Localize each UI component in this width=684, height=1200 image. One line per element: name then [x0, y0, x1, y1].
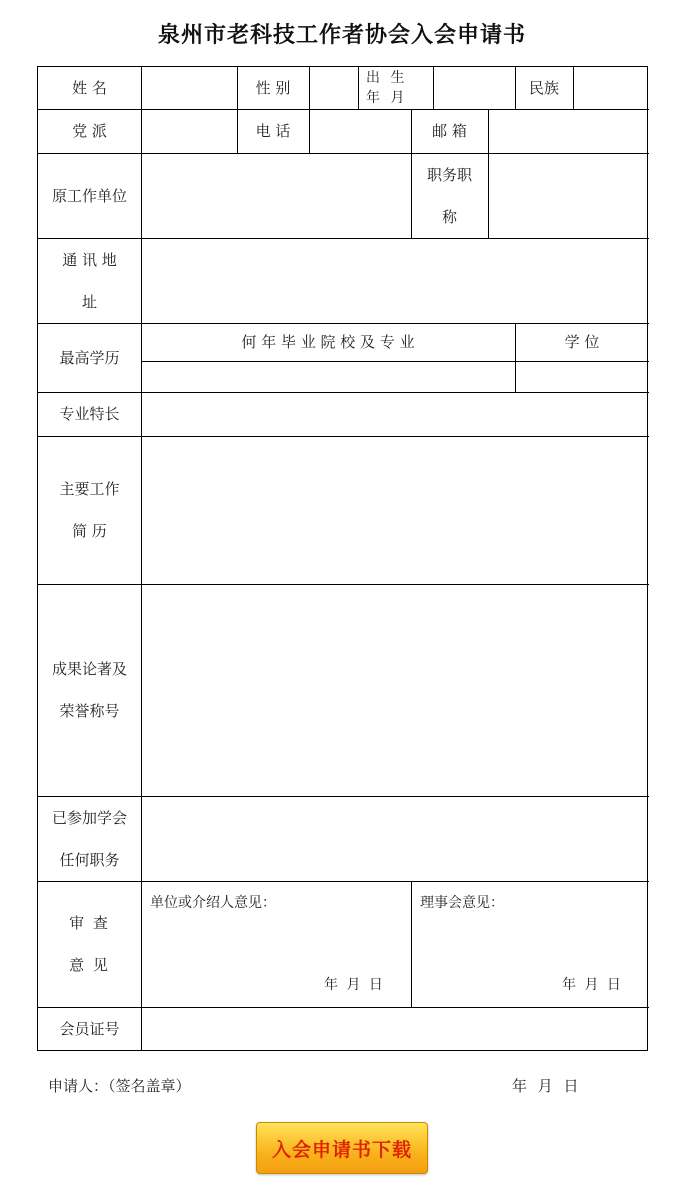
specialty-field[interactable]	[141, 392, 649, 436]
page-title: 泉州市老科技工作者协会入会申请书	[157, 22, 526, 48]
label-societies: 已参加学会任何职务	[51, 808, 127, 869]
graduation-info-field[interactable]	[141, 361, 515, 392]
label-gender: 性 别	[255, 79, 291, 97]
label-former-employer: 原工作单位	[51, 186, 127, 205]
phone-field[interactable]	[309, 109, 411, 153]
label-review: 审 查 意 见	[69, 914, 110, 974]
label-highest-education: 最高学历	[59, 348, 120, 367]
applicant-date-label: 年 月 日	[512, 1077, 582, 1095]
label-achievements: 成果论著及荣誉称号	[51, 660, 127, 720]
label-ethnicity: 民族	[528, 79, 559, 97]
email-field[interactable]	[488, 109, 649, 153]
address-field[interactable]	[141, 238, 649, 323]
achievements-field[interactable]	[141, 584, 649, 796]
label-email: 邮 箱	[432, 122, 467, 140]
label-work-history: 主要工作简 历	[59, 480, 120, 540]
name-field[interactable]	[141, 67, 237, 109]
label-graduation-info: 何 年 毕 业 院 校 及 专 业	[241, 333, 415, 351]
ethnicity-field[interactable]	[573, 67, 649, 109]
work-history-field[interactable]	[141, 436, 649, 584]
label-specialty: 专业特长	[59, 405, 120, 423]
unit-opinion-label: 单位或介绍人意见：	[150, 895, 276, 911]
degree-field[interactable]	[515, 361, 649, 392]
label-party: 党 派	[72, 122, 107, 140]
applicant-signature-label: 申请人：（签名盖章）	[48, 1077, 191, 1095]
label-address: 通 讯 地 址	[62, 250, 117, 311]
label-birth: 出 生 年 月	[366, 70, 408, 106]
job-title-field[interactable]	[488, 153, 649, 238]
label-degree: 学 位	[564, 333, 600, 351]
label-job-title: 职务职称	[426, 165, 472, 226]
societies-field[interactable]	[141, 796, 649, 881]
application-form	[37, 66, 648, 1051]
label-member-id: 会员证号	[59, 1020, 120, 1038]
download-application-button[interactable]: 入会申请书下载	[256, 1122, 428, 1174]
unit-opinion-date: 年 月 日	[324, 977, 385, 993]
label-phone: 电 话	[255, 122, 291, 140]
former-employer-field[interactable]	[141, 153, 411, 238]
party-field[interactable]	[141, 109, 237, 153]
gender-field[interactable]	[309, 67, 358, 109]
member-id-field[interactable]	[141, 1007, 649, 1051]
council-opinion-label: 理事会意见：	[420, 895, 504, 911]
council-opinion-date: 年 月 日	[562, 977, 623, 993]
birth-field[interactable]	[433, 67, 515, 109]
label-name: 姓 名	[72, 79, 107, 97]
